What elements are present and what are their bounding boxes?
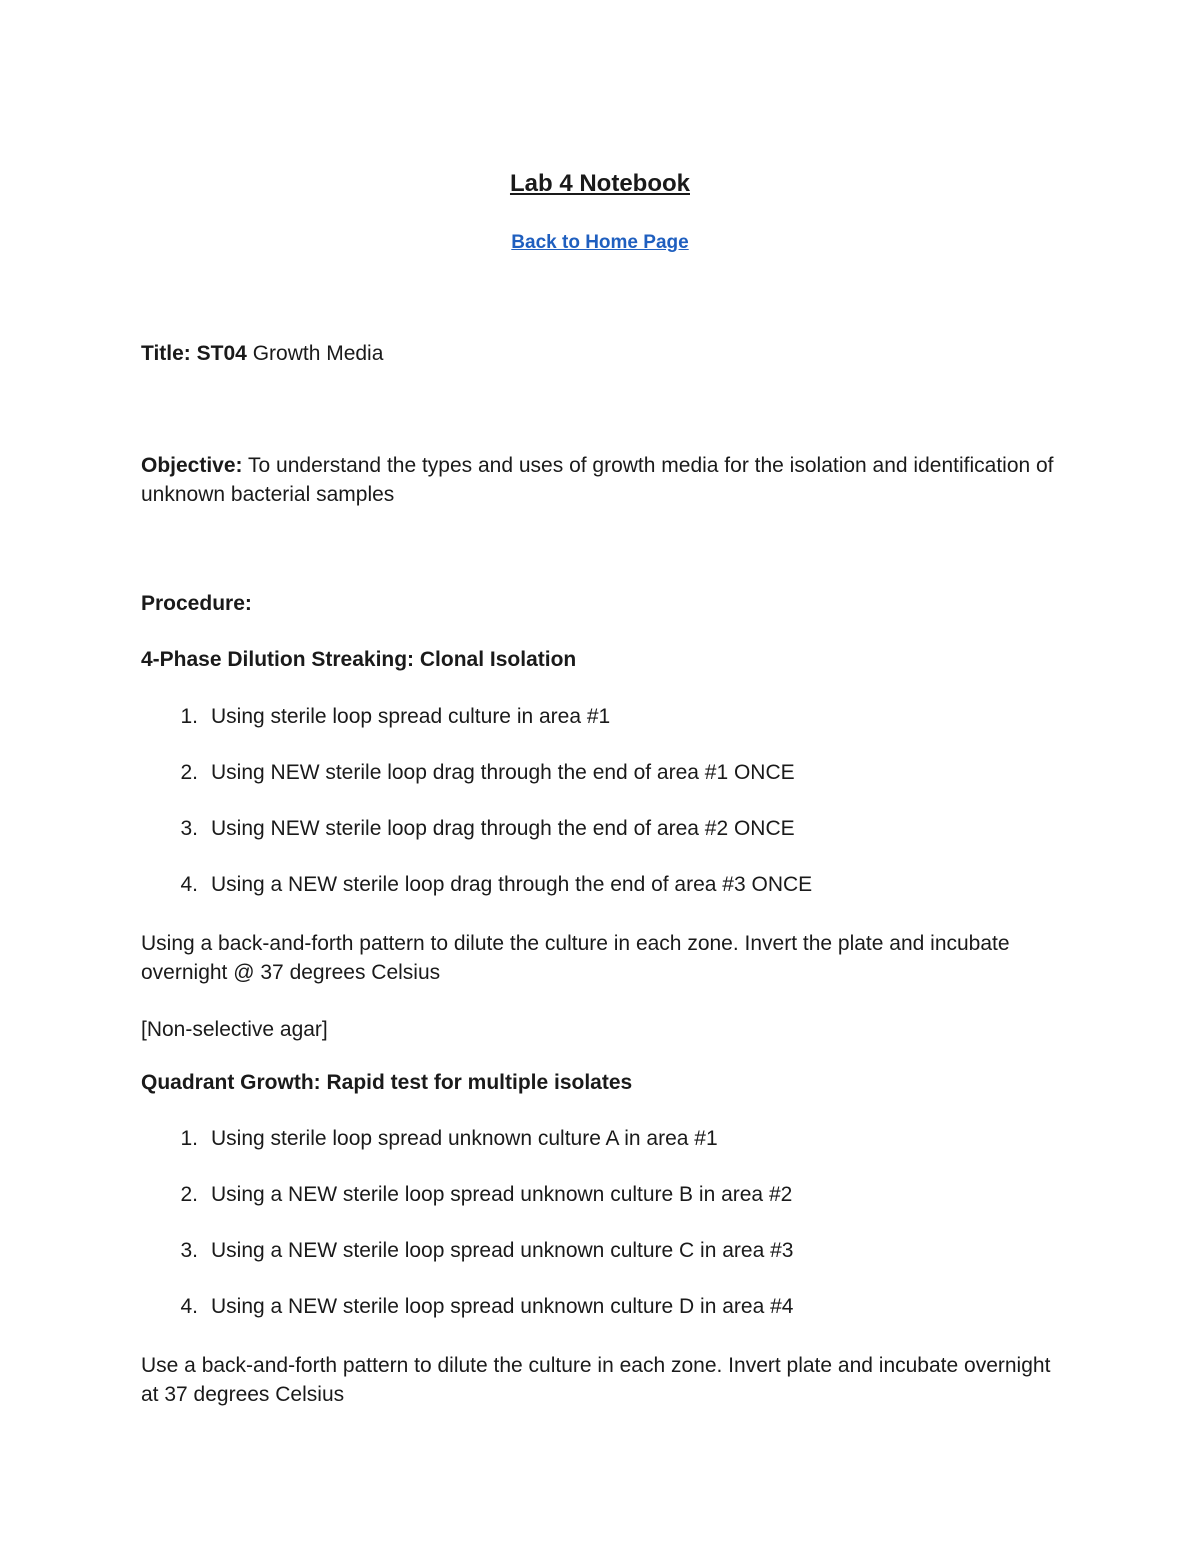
list-item: Using NEW sterile loop drag through the end of area #2 ONCE (211, 817, 795, 840)
list-item-number: 1. (180, 1127, 198, 1150)
list-item: Using a NEW sterile loop drag through the end of area #3 ONCE (211, 873, 813, 896)
list-item: Using sterile loop spread unknown culture A in area #1 (211, 1127, 718, 1150)
list-item-number: 3. (180, 817, 198, 840)
title-line (141, 339, 1071, 368)
objective-paragraph (141, 451, 1071, 509)
list-item-number: 3. (180, 1239, 198, 1262)
list-item: Using a NEW sterile loop spread unknown culture B in area #2 (211, 1183, 793, 1206)
objective-label: Objective: (141, 454, 243, 477)
objective-text: To understand the types and uses of growth media for the isolation and identification of unknown bacterial samples (141, 454, 1054, 506)
list-item-number: 2. (180, 1183, 198, 1206)
procedure-label: Procedure: (141, 592, 252, 615)
list-item: Using a NEW sterile loop spread unknown culture C in area #3 (211, 1239, 794, 1262)
quadrant-note-paragraph: Use a back-and-forth pattern to dilute the culture in each zone. Invert plate and incubate overnight at 37 degrees Celsius (141, 1354, 1051, 1406)
agar-note: [Non-selective agar] (141, 1018, 328, 1041)
title-value: Growth Media (252, 342, 384, 365)
title-code: ST04 (196, 342, 247, 365)
list-item-number: 2. (180, 761, 198, 784)
list-item-number: 4. (180, 873, 198, 896)
list-item: Using a NEW sterile loop spread unknown culture D in area #4 (211, 1295, 794, 1318)
title-label: Title: (141, 342, 191, 365)
dilution-note-paragraph: Using a back-and-forth pattern to dilute the culture in each zone. Invert the plate and incubate overnight @ 37 degrees Celsius (141, 932, 1010, 984)
list-item-number: 4. (180, 1295, 198, 1318)
back-to-home-link[interactable]: Back to Home Page (511, 232, 689, 253)
list-item: Using sterile loop spread culture in area #1 (211, 705, 611, 728)
list-item-number: 1. (180, 705, 198, 728)
section-heading-dilution-streaking: 4-Phase Dilution Streaking: Clonal Isolation (141, 648, 577, 671)
list-item: Using NEW sterile loop drag through the end of area #1 ONCE (211, 761, 795, 784)
section-heading-quadrant-growth: Quadrant Growth: Rapid test for multiple isolates (141, 1071, 633, 1094)
page-title: Lab 4 Notebook (509, 170, 690, 197)
